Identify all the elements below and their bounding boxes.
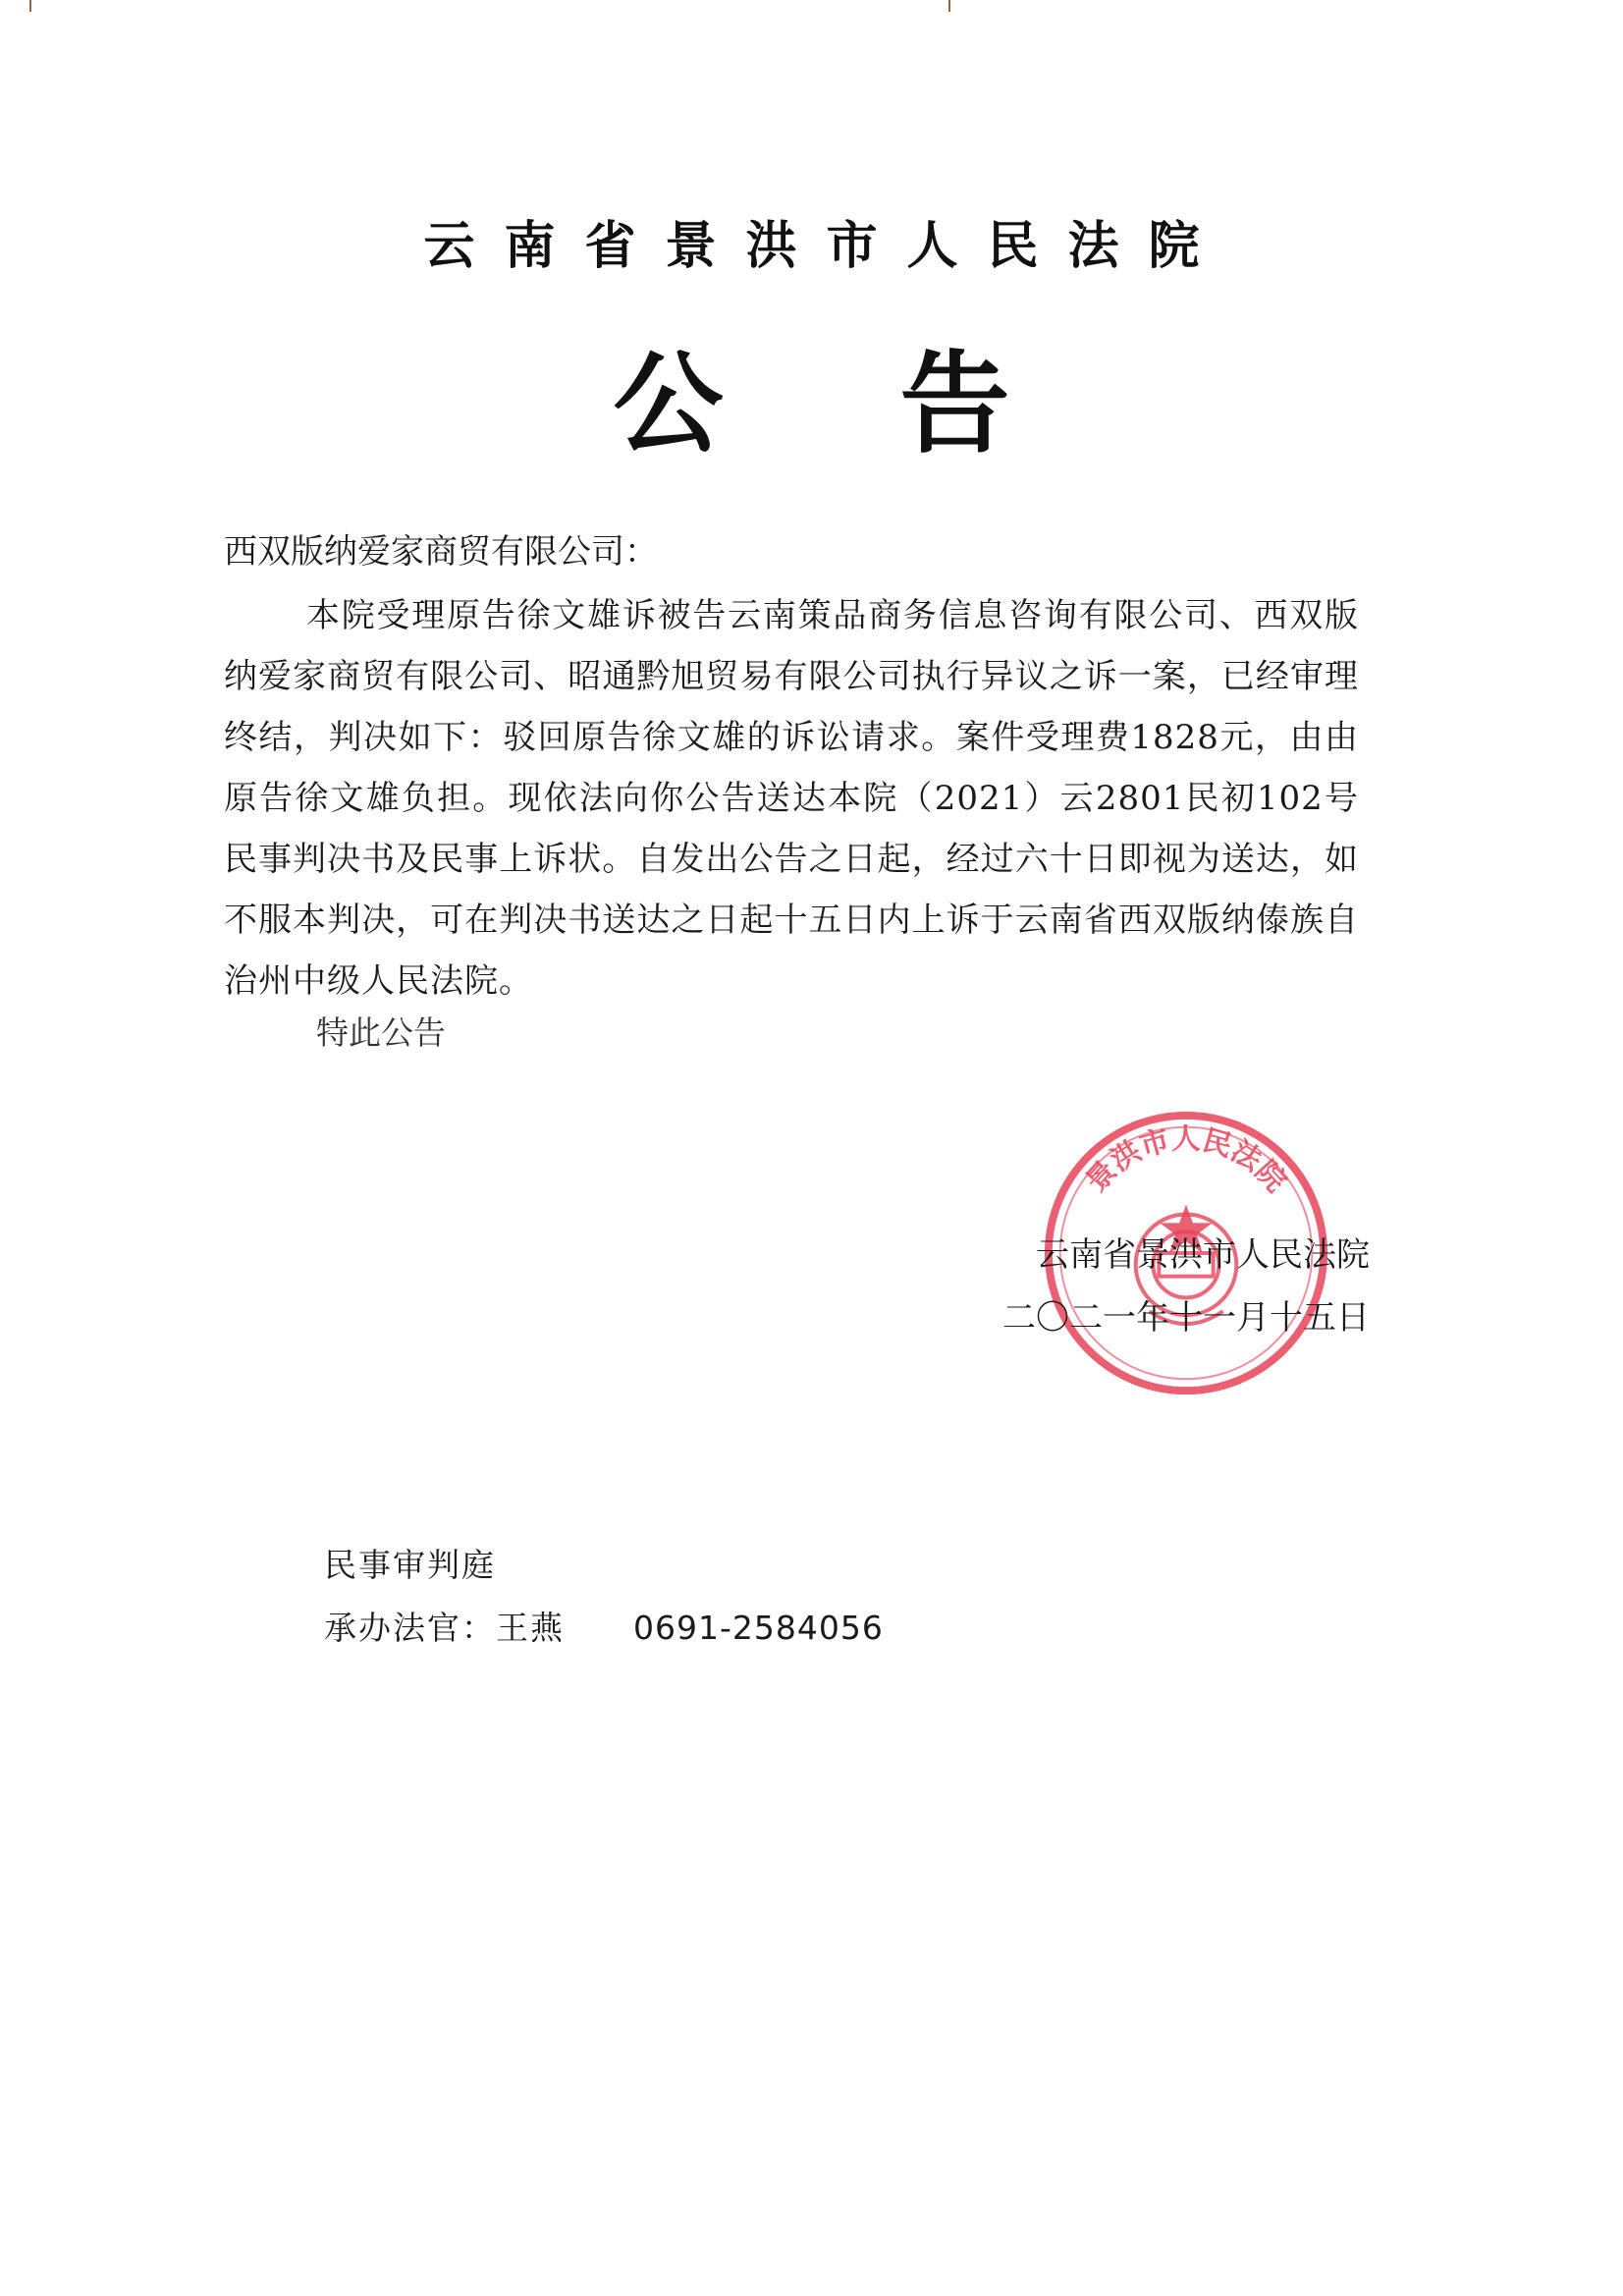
signature-court: 云南省景洪市人民法院 — [1036, 1235, 1370, 1275]
scan-edge-mark-left — [29, 0, 31, 12]
officer-line — [324, 1607, 884, 1650]
notice-body: 本院受理原告徐文雄诉被告云南策品商务信息咨询有限公司、西双版纳爱家商贸有限公司、昭通黔旭贸易有限公司执行异议之诉一案，已经审理终结，判决如下：驳回原告徐文雄的诉讼请求。案件受理费1828元，由由原告徐文雄负担。现依法向你公告送达本院（2021）云2801民初102号民事判决书及民事上诉状。自发出公告之日起，经过六十日即视为送达，如不服本判决，可在判决书送达之日起十五日内上诉于云南省西双版纳傣族自治州中级人民法院。 — [224, 596, 1359, 1001]
scan-edge-mark-center — [948, 0, 950, 12]
officer-label: 承办法官： — [324, 1609, 496, 1647]
department: 民事审判庭 — [324, 1546, 496, 1584]
seal-text: 景洪市人民法院 — [1079, 1121, 1293, 1199]
document-title: 公告 — [613, 341, 1187, 468]
addressee: 西双版纳爱家商贸有限公司： — [224, 532, 658, 572]
officer-phone: 0691-2584056 — [633, 1609, 884, 1647]
closing-phrase: 特此公告 — [316, 1013, 446, 1052]
signature-date: 二〇二一年十一月十五日 — [1002, 1298, 1370, 1338]
court-name-heading: 云南省景洪市人民法院 — [423, 217, 1229, 276]
officer-name: 王燕 — [496, 1609, 565, 1647]
